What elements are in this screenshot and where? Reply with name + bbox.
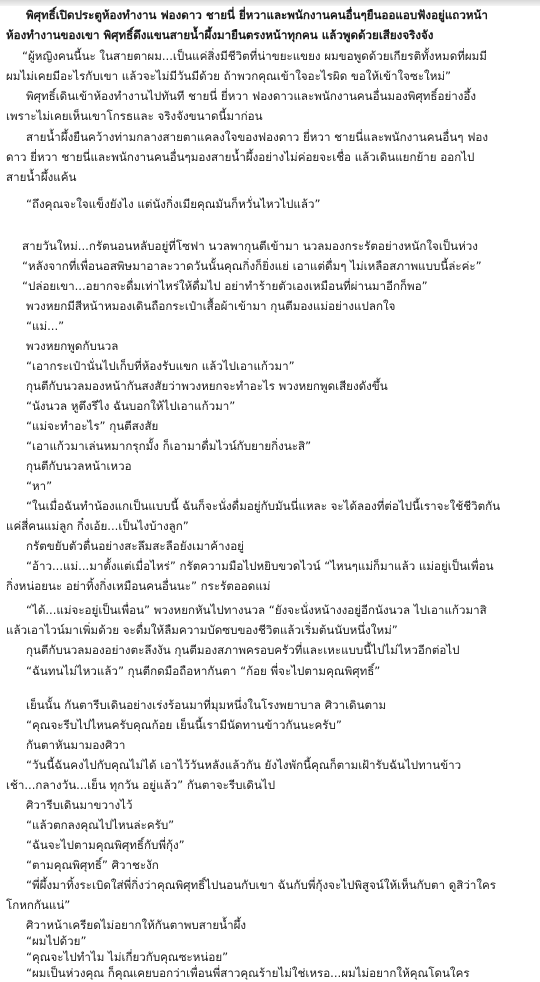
text-line: พวงหยกมีสีหน้าหมองเดินถือกระเป๋าเสื้อผ้าเข้ามา กุนตีมองแม่อย่างแปลกใจ	[26, 299, 396, 313]
text-line: “นังนวล หูตึงรึไง ฉันบอกให้ไปเอาแก้วมา”	[26, 399, 236, 413]
text-line: “ในเมื่อฉันทำน้องแกเป็นแบบนี้ ฉันก็จะนั่งดื่มอยู่กับมันนี่แหละ จะได้ลองที่ต่อไปนี้เราจะใช้ชีวิตกัน	[26, 499, 501, 513]
text-line: “แม่...”	[26, 319, 65, 333]
text-line: กรัตขยับตัวตื่นอย่างสะลึมสะลือยังเมาค้างอยู่	[26, 539, 244, 553]
text-line: “พี่ผึ้งมาทิ้งระเบิดใส่พี่กิ่งว่าคุณพิศุทธิ์ไปนอนกับเขา ฉันกับพี่กุ้งจะไปพิสูจน์ให้เห็นกับตา ดูสิว่าใคร	[26, 878, 497, 892]
text-line: ห้องทำงานของเขา พิศุทธิ์ดึงแขนสายน้ำผึ้งมายืนตรงหน้าทุกคน แล้วพูดด้วยเสียงจริงจัง	[6, 28, 434, 42]
text-line: กุนตีกับนวลมองหน้ากันสงสัยว่าพวงหยกจะทำอะไร พวงหยกพูดเสียงดังขึ้น	[26, 379, 388, 393]
text-line: เพราะไม่เคยเห็นเขาโกรธและ จริงจังขนาดนี้มาก่อน	[6, 109, 263, 123]
text-line: ผมไม่เคยมีอะไรกับเขา แล้วจะไม่มีวันมีด้วย ถ้าพวกคุณเข้าใจอะไรผิด ขอให้เข้าใจซะใหม่”	[6, 69, 452, 83]
text-line: ศิวาหน้าเครียดไม่อยากให้กันตาพบสายน้ำผึ้ง	[26, 918, 247, 932]
text-line: พวงหยกพูดกับนวล	[26, 339, 119, 353]
text-line: เย็นนั้น กันตารีบเดินอย่างเร่งร้อนมาที่มุมหนึ่งในโรงพยาบาล ศิวาเดินตาม	[26, 698, 387, 712]
text-line: “ผมเป็นห่วงคุณ ก็คุณเคยบอกว่าเพื่อนพี่สาวคุณร้ายไม่ใช่เหรอ...ผมไม่อยากให้คุณโดนใคร	[26, 966, 470, 980]
text-line: โกหกกันแน่”	[6, 898, 71, 912]
text-line: “ฉันทนไม่ไหวแล้ว” กุนตีกดมือถือหากันตา “ก้อย พี่จะไปตามคุณพิศุทธิ์”	[26, 664, 381, 678]
text-line: กุนตีกับนวลหน้าเหวอ	[26, 459, 132, 473]
text-line: “เอาแก้วมาเล่นหมากรุกมั้ง ก็เอามาดื่มไวน์กับยายกิ่งนะสิ”	[26, 439, 312, 453]
text-line: “วันนี้ฉันคงไปกับคุณไม่ได้ เอาไว้วันหลังแล้วกัน ยังไงพักนี้คุณก็ตามเฝ้ารับฉันไปทานข้าว	[26, 758, 462, 772]
text-line: กุนตีกับนวลมองอย่างตะลึงงัน กุนตีมองสภาพครอบครัวที่และเหะแบบนี้ไปไม่ไหวอีกต่อไป	[26, 643, 460, 657]
text-line: สายน้ำผึ้งยืนคว้างท่ามกลางสายตาแคลงใจของฟองดาว ยี่หวา ชายนี่และพนักงานคนอื่นๆ ฟอง	[26, 130, 489, 144]
text-line: “ตามคุณพิศุทธิ์” ศิวาชะงัก	[26, 858, 159, 872]
text-line: พิศุทธิ์เปิดประตูห้องทำงาน ฟองดาว ชายนี่ ยี่หวาและพนักงานคนอื่นๆยืนออแอบฟังอยู่แถวหน้า	[26, 8, 488, 22]
text-line: “ถึงคุณจะใจแข็งยังไง แต่นังกิ่งเมียคุณมันก็หวั่นไหวไปแล้ว”	[26, 197, 321, 211]
text-line: พิศุทธิ์เดินเข้าห้องทำงานไปทันที ชายนี่ ยี่หวา ฟองดาวและพนักงานคนอื่นมองพิศุทธิ์อย่างอึ้ง	[26, 89, 477, 103]
text-line: “แล้วตกลงคุณไปไหนล่ะครับ”	[26, 818, 175, 832]
text-line: “อ้าว...แม่...มาตั้งแต่เมื่อไหร่” กรัตความมือไปหยิบขวดไวน์ “ไหนๆแม่ก็มาแล้ว แม่อยู่เป็นเพื่อน	[26, 559, 494, 573]
text-line: แล้วเอาไวน์มาเพิ่มด้วย จะดื่มให้ลืมความบัดซบของชีวิตแล้วเริ่มต้นนับหนึ่งใหม่”	[6, 623, 398, 637]
text-line: “แม่จะทำอะไร” กุนตีสงสัย	[26, 419, 159, 433]
text-line: “เอากระเป๋านั่นไปเก็บที่ห้องรับแขก แล้วไปเอาแก้วมา”	[26, 359, 295, 373]
text-line: “ปล่อยเขา...อยากจะดื่มเท่าไหร่ให้ดื่มไป อย่าทำร้ายตัวเองเหมือนที่ผ่านมาอีกก็พอ”	[22, 279, 428, 293]
text-line: “หลังจากที่เพื่อนอสพิษมาอาละวาดวันนั้นคุณกิ่งก็ยิ่งแย่ เอาแต่ดื่มๆ ไม่เหลือสภาพแบบนี้ล่ะค่ะ”	[22, 259, 482, 273]
text-line: “ฉันจะไปตามคุณพิศุทธิ์กับพี่กุ้ง”	[26, 838, 185, 852]
text-line: “ผู้หญิงคนนี้นะ ในสายตาผม...เป็นแค่สิ่งมีชีวิตที่น่าขยะแขยง ผมขอพูดด้วยเกียรติทั้งหมดที่ผมมี	[22, 49, 487, 63]
text-line: “ผมไปด้วย”	[26, 934, 87, 948]
text-line: “ได้...แม่จะอยู่เป็นเพื่อน” พวงหยกหันไปทางนวล “ยังจะนั่งหน้างงอยู่อีกนังนวล ไปเอาแก้วมาสิ	[26, 603, 487, 617]
text-line: สายวันใหม่...กรัตนอนหลับอยู่ที่โซฟา นวลพากุนตีเข้ามา นวลมองกระรัตอย่างหนักใจเป็นห่วง	[22, 239, 478, 253]
text-line: “หา”	[26, 479, 53, 493]
text-line: กันตาหันมามองศิวา	[26, 738, 126, 752]
story-document	[6, 6, 532, 980]
text-line: กิ่งหน่อยนะ อย่าทิ้งกิ่งเหมือนคนอื่นนะ” กระรัตออดแม่	[6, 579, 271, 593]
text-line: เช้า...กลางวัน...เย็น ทุกวัน อยู่แล้ว” กันตาจะรีบเดินไป	[6, 778, 276, 792]
text-line: “คุณจะไปทำไม ไม่เกี่ยวกับคุณซะหน่อย”	[26, 950, 229, 964]
text-line: สายน้ำผึ้งแค้น	[6, 170, 77, 184]
text-line: แค่สี่คนแม่ลูก กิ๋งเอ้ย...เป็นไงบ้างลูก”	[6, 519, 189, 533]
text-line: “คุณจะรีบไปไหนครับคุณก้อย เย็นนี้เรามีนัดทานข้าวกันนะครับ”	[26, 718, 342, 732]
text-line: ศิวารีบเดินมาขวางไว้	[26, 798, 133, 812]
text-line: ดาว ยี่หวา ชายนี่และพนักงานคนอื่นๆมองสายน้ำผึ้งอย่างไม่ค่อยจะเชื่อ แล้วเดินแยกย้าย ออกไป	[6, 150, 475, 164]
